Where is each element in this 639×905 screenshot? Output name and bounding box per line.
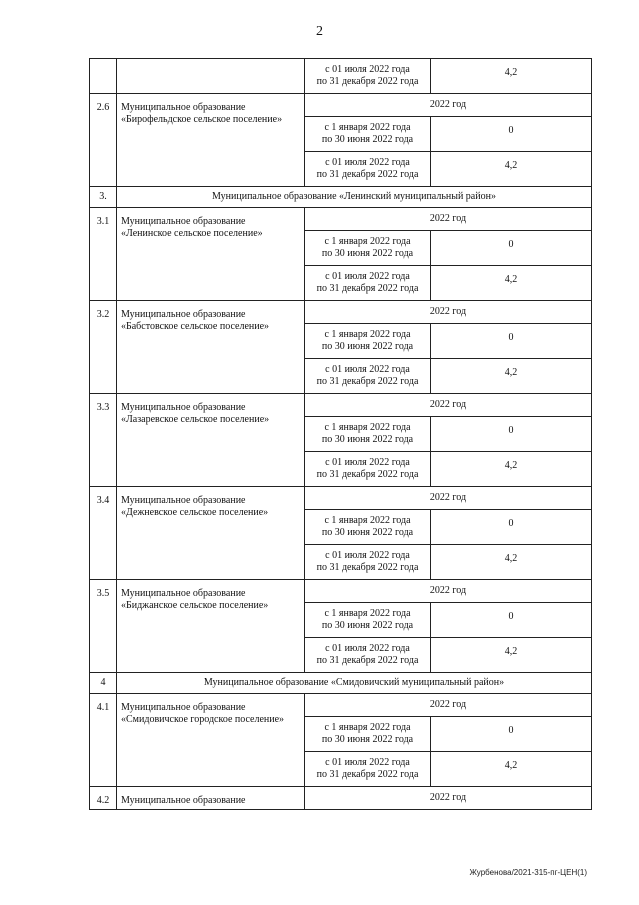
period-cell-text: с 01 июля 2022 года bbox=[325, 364, 410, 375]
period-cell-text: по 31 декабря 2022 года bbox=[316, 283, 419, 294]
period-cell-text: по 31 декабря 2022 года bbox=[316, 769, 419, 780]
rate-cell bbox=[431, 510, 592, 545]
period-cell-text: по 30 июня 2022 года bbox=[321, 434, 414, 445]
period-cell-text: по 31 декабря 2022 года bbox=[316, 469, 419, 480]
period-cell bbox=[305, 603, 431, 638]
entity-name-cell bbox=[117, 94, 305, 187]
section-number-cell bbox=[90, 673, 117, 694]
entity-row bbox=[90, 580, 592, 603]
year-cell bbox=[305, 694, 592, 717]
period-cell-text: с 01 июля 2022 года bbox=[325, 643, 410, 654]
year-cell-text: 2022 год bbox=[429, 699, 467, 710]
year-cell bbox=[305, 208, 592, 231]
entity-name-cell bbox=[117, 394, 305, 487]
entity-name-cell-text: «Лазаревское сельское поселение» bbox=[121, 414, 270, 425]
period-cell bbox=[305, 638, 431, 673]
rate-cell bbox=[431, 717, 592, 752]
rate-cell-text: 0 bbox=[508, 518, 514, 529]
row-number-cell bbox=[90, 208, 117, 301]
section-number-cell-text: 4 bbox=[100, 677, 106, 688]
section-number-cell bbox=[90, 187, 117, 208]
entity-name-cell-text: Муниципальное образование bbox=[121, 309, 246, 320]
rate-cell-text: 0 bbox=[508, 332, 514, 343]
entity-name-cell bbox=[117, 487, 305, 580]
entity-row bbox=[90, 694, 592, 717]
period-cell bbox=[305, 510, 431, 545]
tariff-table bbox=[89, 58, 592, 810]
period-cell-text: с 1 января 2022 года bbox=[324, 515, 411, 526]
year-cell bbox=[305, 94, 592, 117]
row-number-cell bbox=[90, 787, 117, 810]
period-cell-text: по 31 декабря 2022 года bbox=[316, 376, 419, 387]
rate-cell-text: 4,2 bbox=[504, 460, 518, 471]
period-cell-text: с 1 января 2022 года bbox=[324, 422, 411, 433]
row-number-cell-text: 4.1 bbox=[96, 702, 110, 713]
document-footer-code: Журбенова/2021-315-пг-ЦЕН(1) bbox=[469, 868, 587, 877]
entity-row bbox=[90, 787, 592, 810]
period-cell bbox=[305, 545, 431, 580]
entity-name-cell-text: Муниципальное образование bbox=[121, 795, 246, 806]
entity-name-cell-text: Муниципальное образование bbox=[121, 102, 246, 113]
period-cell-text: по 30 июня 2022 года bbox=[321, 341, 414, 352]
rate-cell-text: 4,2 bbox=[504, 160, 518, 171]
period-cell-text: с 01 июля 2022 года bbox=[325, 271, 410, 282]
section-row bbox=[90, 673, 592, 694]
rate-cell-text: 0 bbox=[508, 425, 514, 436]
period-cell-text: с 1 января 2022 года bbox=[324, 329, 411, 340]
period-cell-text: по 31 декабря 2022 года bbox=[316, 76, 419, 87]
entity-name-cell-text: «Ленинское сельское поселение» bbox=[121, 228, 263, 239]
rate-cell bbox=[431, 359, 592, 394]
year-cell-text: 2022 год bbox=[429, 213, 467, 224]
year-cell bbox=[305, 394, 592, 417]
entity-row bbox=[90, 394, 592, 417]
year-cell bbox=[305, 580, 592, 603]
year-cell-text: 2022 год bbox=[429, 792, 467, 803]
row-number-cell-text: 3.1 bbox=[96, 216, 110, 227]
entity-name-cell-text: Муниципальное образование bbox=[121, 495, 246, 506]
entity-row bbox=[90, 487, 592, 510]
period-cell-text: с 1 января 2022 года bbox=[324, 608, 411, 619]
rate-cell bbox=[431, 452, 592, 487]
year-cell bbox=[305, 487, 592, 510]
entity-name-cell-text: «Бабстовское сельское поселение» bbox=[121, 321, 270, 332]
period-cell-text: по 30 июня 2022 года bbox=[321, 248, 414, 259]
period-cell-text: по 30 июня 2022 года bbox=[321, 134, 414, 145]
row-number-cell-text: 3.3 bbox=[96, 402, 110, 413]
period-cell-text: по 30 июня 2022 года bbox=[321, 620, 414, 631]
rate-cell bbox=[431, 752, 592, 787]
rate-cell-text: 4,2 bbox=[504, 367, 518, 378]
year-cell bbox=[305, 301, 592, 324]
row-number-cell bbox=[90, 580, 117, 673]
year-cell bbox=[305, 787, 592, 810]
entity-name-cell-text: Муниципальное образование bbox=[121, 402, 246, 413]
period-cell bbox=[305, 152, 431, 187]
period-cell-text: с 01 июля 2022 года bbox=[325, 757, 410, 768]
rate-cell-text: 0 bbox=[508, 239, 514, 250]
period-cell-text: по 31 декабря 2022 года bbox=[316, 562, 419, 573]
row-number-cell bbox=[90, 94, 117, 187]
period-cell-text: с 1 января 2022 года bbox=[324, 722, 411, 733]
period-cell-text: с 1 января 2022 года bbox=[324, 236, 411, 247]
period-cell bbox=[305, 266, 431, 301]
period-cell-text: с 1 января 2022 года bbox=[324, 122, 411, 133]
period-cell-text: с 01 июля 2022 года bbox=[325, 64, 410, 75]
period-cell bbox=[305, 359, 431, 394]
period-cell-text: по 30 июня 2022 года bbox=[321, 527, 414, 538]
rate-cell bbox=[431, 152, 592, 187]
tariff-table-body bbox=[90, 59, 592, 810]
section-title-cell bbox=[117, 673, 592, 694]
rate-cell-text: 4,2 bbox=[504, 274, 518, 285]
period-cell bbox=[305, 752, 431, 787]
rate-cell-text: 4,2 bbox=[504, 553, 518, 564]
entity-name-cell bbox=[117, 787, 305, 810]
rate-cell bbox=[431, 266, 592, 301]
year-cell-text: 2022 год bbox=[429, 585, 467, 596]
period-cell bbox=[305, 452, 431, 487]
rate-cell-text: 4,2 bbox=[504, 760, 518, 771]
entity-name-cell bbox=[117, 208, 305, 301]
period-cell bbox=[305, 59, 431, 94]
rate-cell bbox=[431, 59, 592, 94]
rate-cell-text: 4,2 bbox=[504, 67, 518, 78]
rate-cell bbox=[431, 231, 592, 266]
section-title-cell-text: Муниципальное образование «Ленинский муниципальный район» bbox=[212, 191, 496, 202]
rate-cell-text: 0 bbox=[508, 725, 514, 736]
entity-name-cell-text: «Смидовичское городское поселение» bbox=[121, 714, 285, 725]
period-cell-text: по 31 декабря 2022 года bbox=[316, 169, 419, 180]
period-cell-text: с 01 июля 2022 года bbox=[325, 457, 410, 468]
rate-cell-text: 4,2 bbox=[504, 646, 518, 657]
table-row bbox=[90, 59, 592, 94]
section-number-cell-text: 3. bbox=[99, 191, 107, 202]
period-cell bbox=[305, 417, 431, 452]
section-row bbox=[90, 187, 592, 208]
row-number-cell bbox=[90, 694, 117, 787]
row-number-cell bbox=[90, 301, 117, 394]
period-cell bbox=[305, 717, 431, 752]
entity-name-cell-text: «Дежневское сельское поселение» bbox=[121, 507, 269, 518]
entity-name-cell-text: «Биджанское сельское поселение» bbox=[121, 600, 269, 611]
year-cell-text: 2022 год bbox=[429, 492, 467, 503]
period-cell bbox=[305, 231, 431, 266]
entity-name-cell-text: Муниципальное образование bbox=[121, 702, 246, 713]
period-cell-text: с 01 июля 2022 года bbox=[325, 157, 410, 168]
rate-cell bbox=[431, 545, 592, 580]
page-number: 2 bbox=[316, 24, 323, 39]
row-number-cell-text: 4.2 bbox=[96, 795, 110, 806]
rate-cell-text: 0 bbox=[508, 125, 514, 136]
year-cell-text: 2022 год bbox=[429, 99, 467, 110]
rate-cell bbox=[431, 603, 592, 638]
section-title-cell bbox=[117, 187, 592, 208]
row-number-cell bbox=[90, 59, 117, 94]
rate-cell bbox=[431, 117, 592, 152]
entity-name-cell-text: Муниципальное образование bbox=[121, 216, 246, 227]
entity-row bbox=[90, 301, 592, 324]
year-cell-text: 2022 год bbox=[429, 399, 467, 410]
row-number-cell-text: 2.6 bbox=[96, 102, 110, 113]
rate-cell bbox=[431, 417, 592, 452]
entity-name-cell bbox=[117, 580, 305, 673]
row-number-cell-text: 3.2 bbox=[96, 309, 110, 320]
period-cell bbox=[305, 117, 431, 152]
entity-name-cell-text: Муниципальное образование bbox=[121, 588, 246, 599]
row-number-cell bbox=[90, 487, 117, 580]
period-cell bbox=[305, 324, 431, 359]
period-cell-text: по 30 июня 2022 года bbox=[321, 734, 414, 745]
year-cell-text: 2022 год bbox=[429, 306, 467, 317]
entity-row bbox=[90, 94, 592, 117]
rate-cell bbox=[431, 324, 592, 359]
entity-name-cell-text: «Бирофельдское сельское поселение» bbox=[121, 114, 283, 125]
row-number-cell-text: 3.5 bbox=[96, 588, 110, 599]
period-cell-text: с 01 июля 2022 года bbox=[325, 550, 410, 561]
section-title-cell-text: Муниципальное образование «Смидовичский муниципальный район» bbox=[203, 677, 505, 688]
entity-name-cell bbox=[117, 59, 305, 94]
row-number-cell bbox=[90, 394, 117, 487]
entity-name-cell bbox=[117, 694, 305, 787]
rate-cell bbox=[431, 638, 592, 673]
period-cell-text: по 31 декабря 2022 года bbox=[316, 655, 419, 666]
entity-name-cell bbox=[117, 301, 305, 394]
entity-row bbox=[90, 208, 592, 231]
row-number-cell-text: 3.4 bbox=[96, 495, 110, 506]
rate-cell-text: 0 bbox=[508, 611, 514, 622]
